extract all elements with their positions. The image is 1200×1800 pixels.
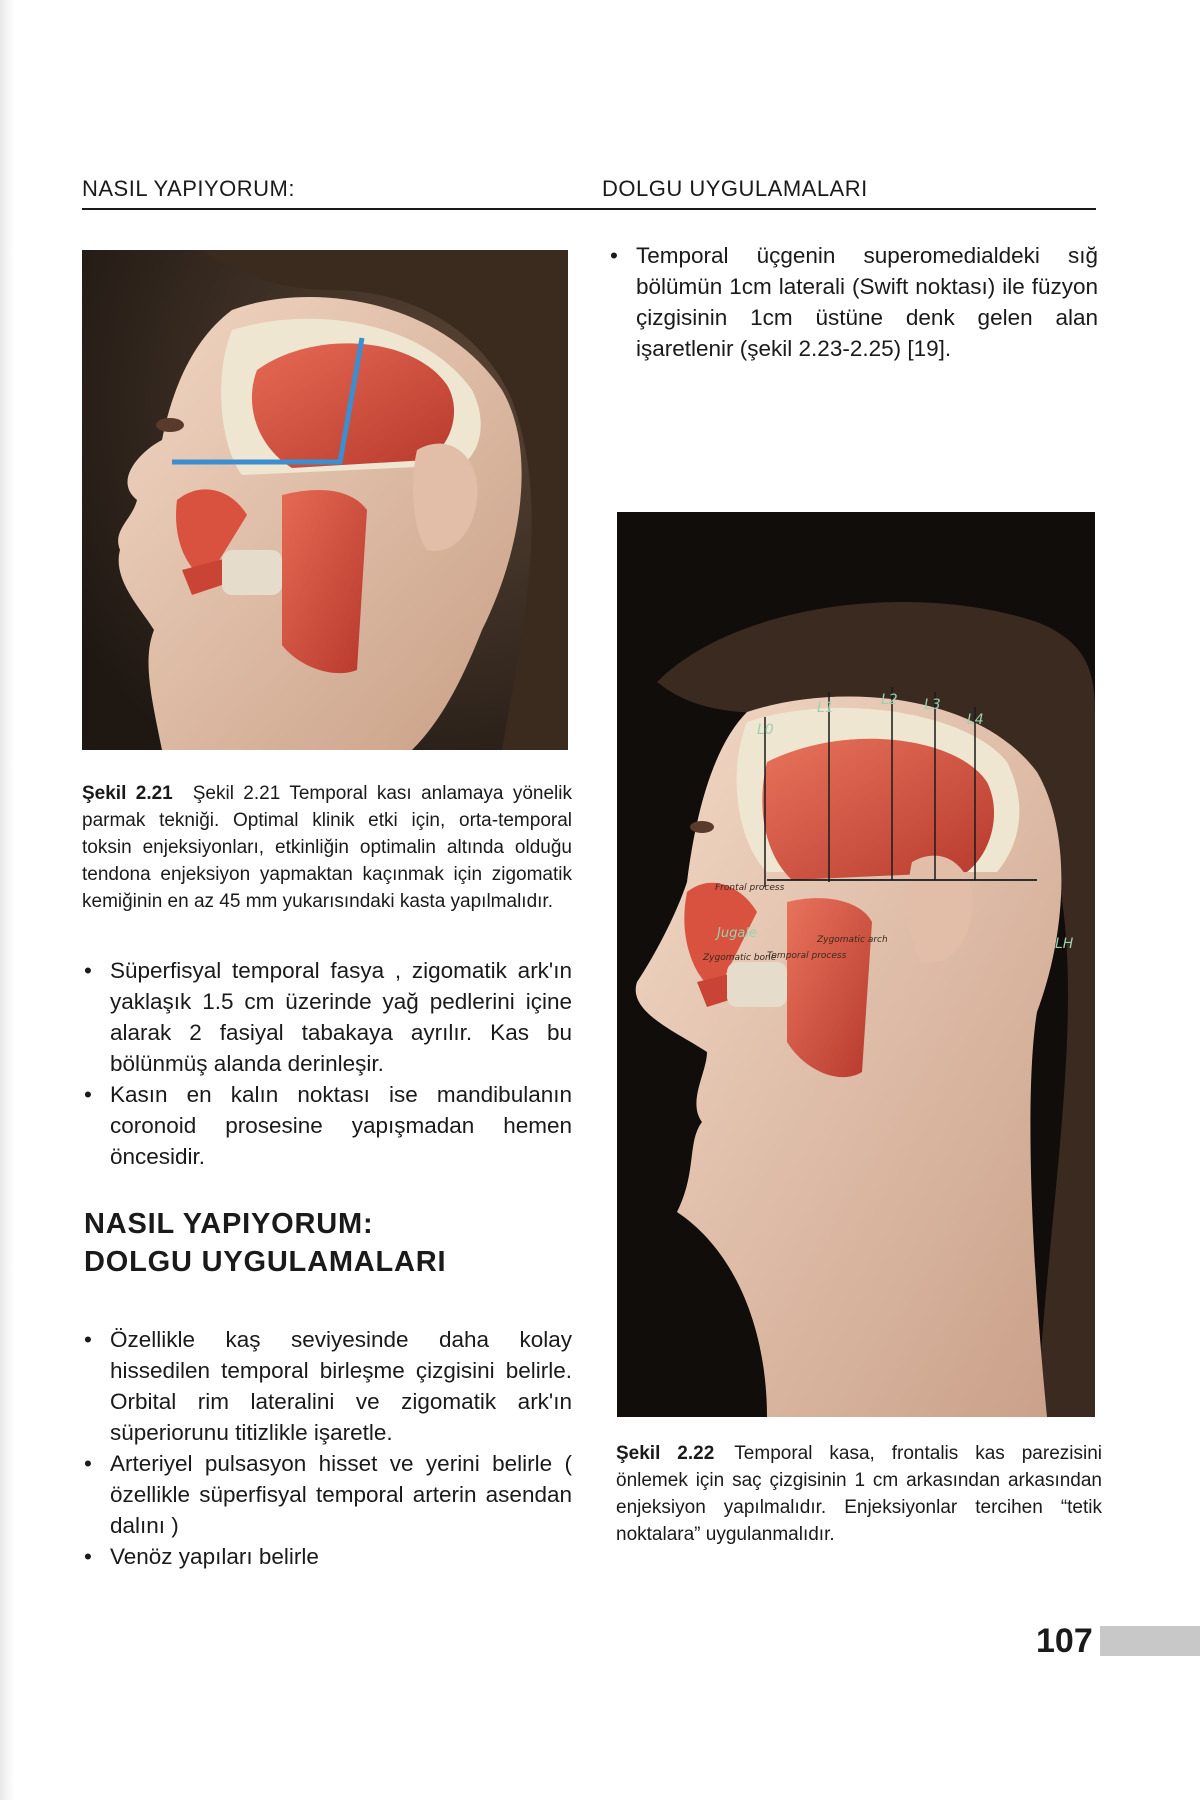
list-item: • Arteriyel pulsasyon hisset ve yerini belirle ( özellikle süperfisyal temporal arterin asendan dalını ) — [82, 1448, 572, 1541]
label-jugale: Jugale — [717, 926, 757, 941]
running-header — [82, 176, 1096, 210]
label-l1: L1 — [817, 700, 834, 716]
label-l3: L3 — [924, 697, 941, 713]
running-header-left: NASIL YAPIYORUM: — [82, 176, 295, 201]
label-l0: L0 — [757, 722, 774, 738]
caption-label: Şekil 2.22 — [616, 1443, 715, 1464]
section-heading — [84, 1205, 574, 1281]
right-column-bullets — [608, 240, 1098, 364]
caption-label: Şekil 2.21 — [82, 783, 173, 804]
label-frontal-process: Frontal process — [715, 883, 785, 893]
list-item: • Venöz yapıları belirle — [82, 1541, 572, 1572]
label-lh: LH — [1055, 936, 1074, 952]
figure-2-21-caption — [82, 780, 572, 915]
page-edge-shadow — [0, 0, 14, 1800]
list-item: • Kasın en kalın noktası ise mandibulanın coronoid prosesine yapışmadan hemen öncesidir. — [82, 1079, 572, 1172]
list-item: • Özellikle kaş seviyesinde daha kolay hissedilen temporal birleşme çizgisini belirle. Orbital rim lateralini ve zigomatik ark'ın süperiorunu titizlikle işaretle. — [82, 1324, 572, 1448]
caption-text: Temporal kasa, frontalis kas parezisini önlemek için saç çizgisinin 1 cm arkasından arkasından enjeksiyon yapılmalıdır. Enjeksiyonlar tercihen “tetik noktalara” uygulanmalıdır. — [616, 1443, 1102, 1545]
page-number-bar — [1100, 1626, 1200, 1656]
section-heading-line1: NASIL YAPIYORUM: — [84, 1208, 374, 1240]
label-zygomatic-arch: Zygomatic arch — [817, 935, 888, 945]
figure-2-21-image — [82, 250, 568, 750]
mid-bullets — [82, 955, 572, 1172]
caption-text: Şekil 2.21 Temporal kası anlamaya yönelik parmak tekniği. Optimal klinik etki için, orta-temporal toksin enjeksiyonları, etkinliğin optimalin altında olduğu tendona enjeksiyon yapmaktan kaçınmak için zigomatik kemiğinin en az 45 mm yukarısındaki kasta yapılmalıdır. — [82, 783, 572, 912]
label-zygomatic-bone: Zygomatic bone — [703, 953, 777, 963]
figure-2-22-image — [617, 512, 1095, 1417]
label-l4: L4 — [967, 712, 984, 728]
bottom-bullets — [82, 1324, 572, 1572]
label-l2: L2 — [881, 692, 898, 708]
list-item: • Süperfisyal temporal fasya , zigomatik ark'ın yaklaşık 1.5 cm üzerinde yağ pedlerini içine alarak 2 fasiyal tabakaya ayrılır. Kas bu bölünmüş alanda derinleşir. — [82, 955, 572, 1079]
figure-2-22-caption — [616, 1440, 1102, 1548]
label-temporal-process: Temporal process — [767, 951, 847, 961]
list-item: • Temporal üçgenin superomedialdeki sığ bölümün 1cm laterali (Swift noktası) ile füzyon çizgisinin 1cm üstüne denk gelen alan işaretlenir (şekil 2.23-2.25) [19]. — [608, 240, 1098, 364]
running-header-right: DOLGU UYGULAMALARI — [602, 176, 868, 201]
page-number: 107 — [1036, 1622, 1093, 1660]
section-heading-line2: DOLGU UYGULAMALARI — [84, 1246, 447, 1278]
